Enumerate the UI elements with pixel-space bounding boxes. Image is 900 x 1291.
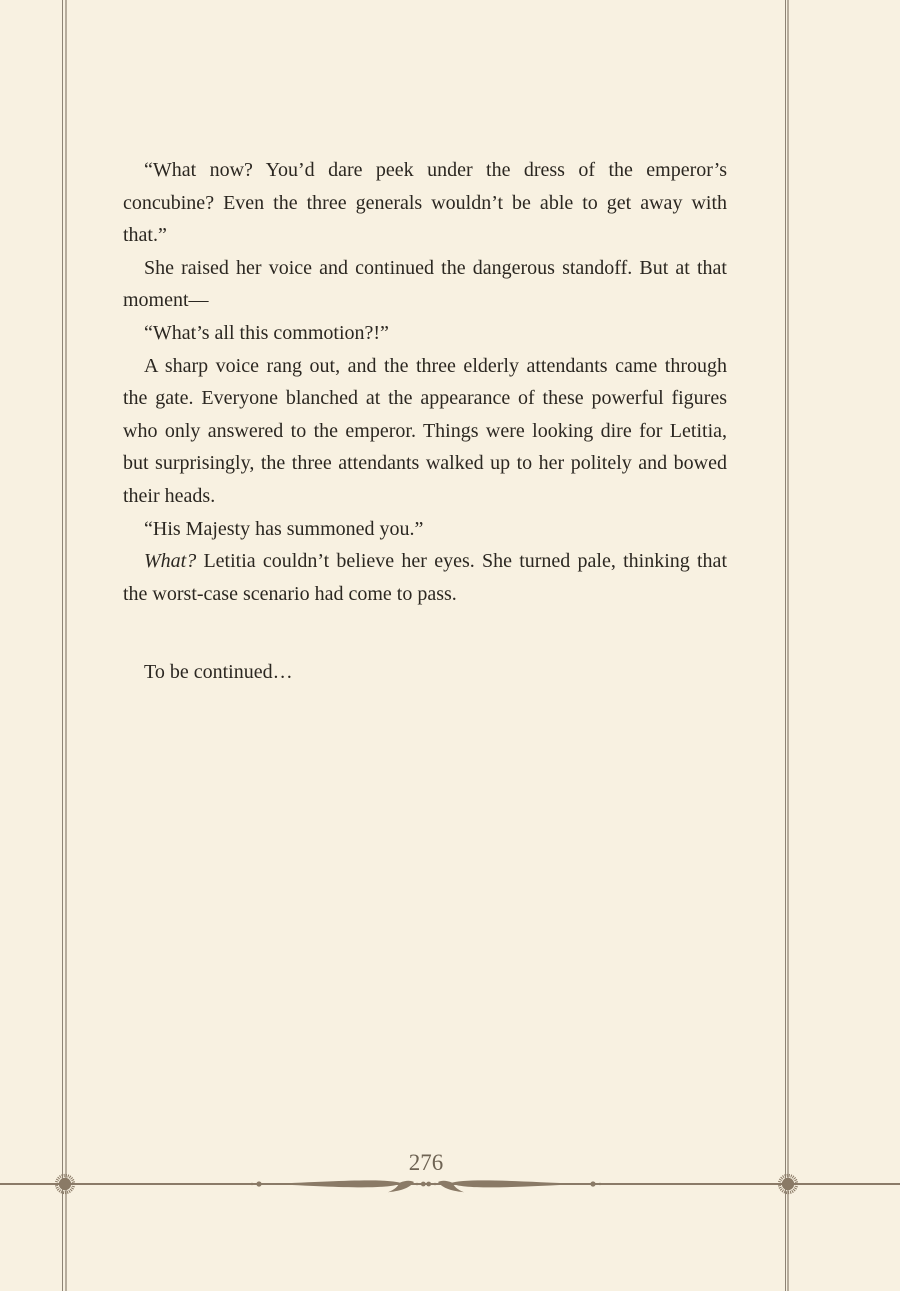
italic-lead: What? xyxy=(144,550,197,573)
page-text xyxy=(123,154,727,689)
page-number: 276 xyxy=(408,1150,444,1175)
paragraph: She raised her voice and continued the dangerous standoff. But at that moment— xyxy=(123,256,727,312)
paragraph: “His Majesty has summoned you.” xyxy=(144,517,424,540)
paragraph-text: Letitia couldn’t believe her eyes. She turned pale, thinking that the worst-case scenario had come to pass. xyxy=(123,550,727,605)
left-border-line-inner xyxy=(65,0,67,1291)
sunburst-icon xyxy=(773,1169,803,1199)
paragraph: A sharp voice rang out, and the three elderly attendants came through the gate. Everyone blanched at the appearance of these powerful figures who only answered to the emperor. Things were looking dire for Letitia, but surprisingly, the three attendants walked up to her politely and bowed their heads. xyxy=(123,354,727,507)
sunburst-icon xyxy=(50,1169,80,1199)
right-border-line-inner xyxy=(785,0,786,1291)
paragraph: “What’s all this commotion?!” xyxy=(144,321,389,344)
to-be-continued-text: To be continued… xyxy=(144,661,293,684)
left-border-line-outer xyxy=(62,0,63,1291)
right-border-line-outer xyxy=(787,0,789,1291)
paragraph xyxy=(123,545,727,610)
flourish-divider-icon xyxy=(246,1170,606,1198)
paragraph: “What now? You’d dare peek under the dress of the emperor’s concubine? Even the three generals wouldn’t be able to get away with that.” xyxy=(123,159,727,247)
